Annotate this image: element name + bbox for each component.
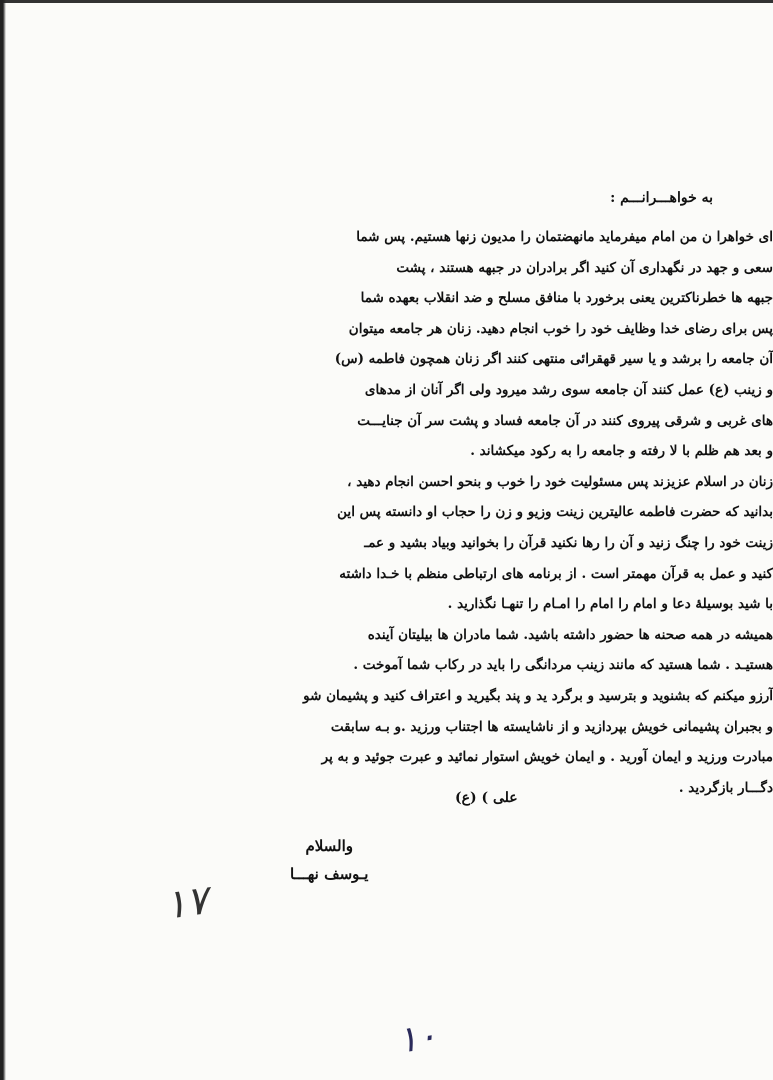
letter-line: همیشه در همه صحنه ها حضور داشته باشید. شما مادران ها بیلیتان آینده	[367, 626, 773, 643]
letter-line: و زینب (ع) عمل کنند آن جامعه سوی رشد میرود ولی اگر آنان از مدهای	[364, 381, 773, 398]
quote-attribution: علی ) (ع)	[455, 790, 518, 806]
letter-line: آرزو میکنم که بشنوید و بترسید و برگرد ید و پند بگیرید و اعتراف کنید و پشیمان شو	[303, 687, 773, 704]
handwritten-margin-number: ١٧	[162, 877, 211, 929]
letter-line: و بجبران پشیمانی خویش بپردازید و از ناشایسته ها اجتناب ورزید .و بـه سابقت	[330, 718, 773, 735]
letter-salutation: به خواهـــرانـــم :	[610, 190, 713, 206]
letter-line: با شید بوسیلهٔ دعا و امام را امام را امـام را تنهـا نگذارید .	[447, 596, 773, 613]
letter-line: هستیـد . شما هستید که مانند زینب مردانگی را باید در رکاب شما آموخت .	[353, 657, 773, 674]
handwritten-page-number: ١٠	[394, 1014, 440, 1063]
letter-line: زنان در اسلام عزیزند پس مسئولیت خود را خوب و بنحو احسن انجام دهید ،	[347, 473, 773, 490]
scan-edge-left	[0, 0, 6, 1080]
letter-line: دگـــار بازگردید .	[678, 779, 773, 796]
letter-line: سعی و جهد در نگهداری آن کنید اگر برادران در جبهه هستند ، پشت	[396, 259, 773, 276]
scan-edge-top	[0, 0, 773, 3]
closing-greeting: والسلام	[305, 837, 354, 855]
letter-line: جبهه ها خطرناکترین یعنی برخورد با منافق مسلح و ضد انقلاب بعهده شما	[360, 290, 773, 307]
letter-line: بدانید که حضرت فاطمه عالیترین زینت وزیو و زن را حجاب او دانسته پس این	[337, 504, 773, 521]
letter-line: آن جامعه را برشد و یا سیر قهقرائی منتهی کنند اگر زنان همچون فاطمه (س)	[334, 351, 773, 368]
letter-closing-block	[290, 832, 368, 888]
letter-line: کنید و عمل به قرآن مهمتر است . از برنامه های ارتباطی منظم با خـدا داشته	[339, 565, 773, 582]
letter-line: زینت خود را چنگ زنید و آن را رها نکنید قرآن را بخوانید وبیاد بشید و عمـ	[364, 534, 773, 551]
letter-line: ای خواهرا ن من امام میفرماید مانهضتمان را مدیون زنها هستیم. پس شما	[356, 229, 773, 245]
letter-line: مبادرت ورزید و ایمان آورید . و ایمان خویش استوار نمائید و عبرت جوئید و به پر	[321, 749, 773, 766]
letter-body	[205, 222, 773, 803]
letter-line: و بعد هم ظلم با لا رفته و جامعه را به رکود میکشاند .	[470, 443, 773, 460]
signature-name: یـوسف نهـــا	[290, 865, 369, 883]
letter-line: های غربی و شرقی پیروی کنند در آن جامعه فساد و پشت سر آن جنایـــت	[357, 412, 773, 429]
letter-line: پس برای رضای خدا وظایف خود را خوب انجام دهید. زنان هر جامعه میتوان	[348, 320, 773, 337]
